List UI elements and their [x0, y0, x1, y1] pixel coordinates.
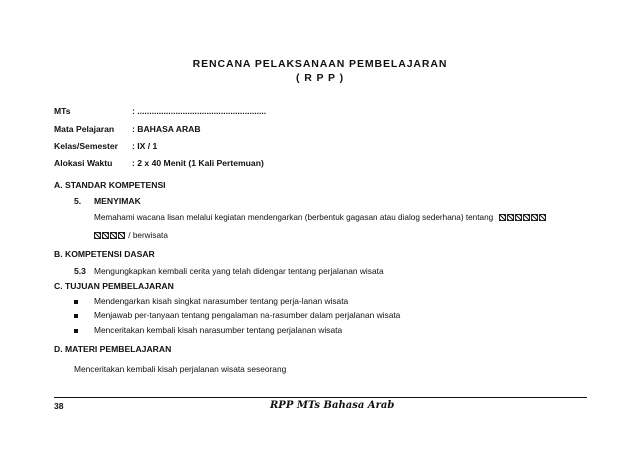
section-a-number: 5. [74, 196, 82, 206]
section-b-number: 5.3 [74, 266, 86, 276]
footer-divider [54, 397, 587, 398]
section-d-heading: D. MATERI PEMBELAJARAN [54, 344, 172, 354]
identity-label-mts: MTs [54, 106, 71, 116]
identity-value-time: : 2 x 40 Menit (1 Kali Pertemuan) [132, 158, 264, 168]
bullet-icon [74, 314, 78, 318]
identity-value-subject: : BAHASA ARAB [132, 124, 201, 134]
arabic-placeholder-glyphs [499, 213, 547, 222]
page-number: 38 [54, 401, 64, 411]
section-b-text: Mengungkapkan kembali cerita yang telah didengar tentang perjalanan wisata [94, 266, 384, 276]
arabic-placeholder-glyphs-2 [94, 231, 128, 240]
section-c-heading: C. TUJUAN PEMBELAJARAN [54, 281, 174, 291]
list-item: Mendengarkan kisah singkat narasumber tentang perja-lanan wisata [94, 296, 349, 306]
section-a-text-line-1 [94, 213, 547, 222]
section-a-text-line-2 [94, 231, 168, 240]
footer-title: RPP MTs Bahasa Arab [270, 400, 395, 411]
identity-value-class: : IX / 1 [132, 141, 158, 151]
section-b-heading: B. KOMPETENSI DASAR [54, 249, 155, 259]
identity-label-subject: Mata Pelajaran [54, 124, 115, 134]
section-a-heading: A. STANDAR KOMPETENSI [54, 180, 166, 190]
document-title [150, 57, 490, 85]
list-item: Menjawab per-tanyaan tentang pengalaman na-rasumber dalam perjalanan wisata [94, 310, 401, 320]
identity-label-time: Alokasi Waktu [54, 158, 113, 168]
section-d-text: Menceritakan kembali kisah perjalanan wisata seseorang [74, 364, 287, 374]
section-a-text-1: Memahami wacana lisan melalui kegiatan mendengarkan (berbentuk gagasan atau dialog sederhana) tentang [94, 213, 494, 222]
bullet-icon [74, 300, 78, 304]
section-a-text-2: / berwisata [128, 231, 168, 240]
list-item: Menceritakan kembali kisah narasumber tentang perjalanan wisata [94, 325, 343, 335]
title-line-2: ( R P P ) [296, 72, 344, 84]
identity-value-mts: : ...................................................... [132, 106, 267, 116]
title-line-1: RENCANA PELAKSANAAN PEMBELAJARAN [192, 58, 448, 70]
section-a-title: MENYIMAK [94, 196, 141, 206]
identity-label-class: Kelas/Semester [54, 141, 119, 151]
bullet-icon [74, 329, 78, 333]
